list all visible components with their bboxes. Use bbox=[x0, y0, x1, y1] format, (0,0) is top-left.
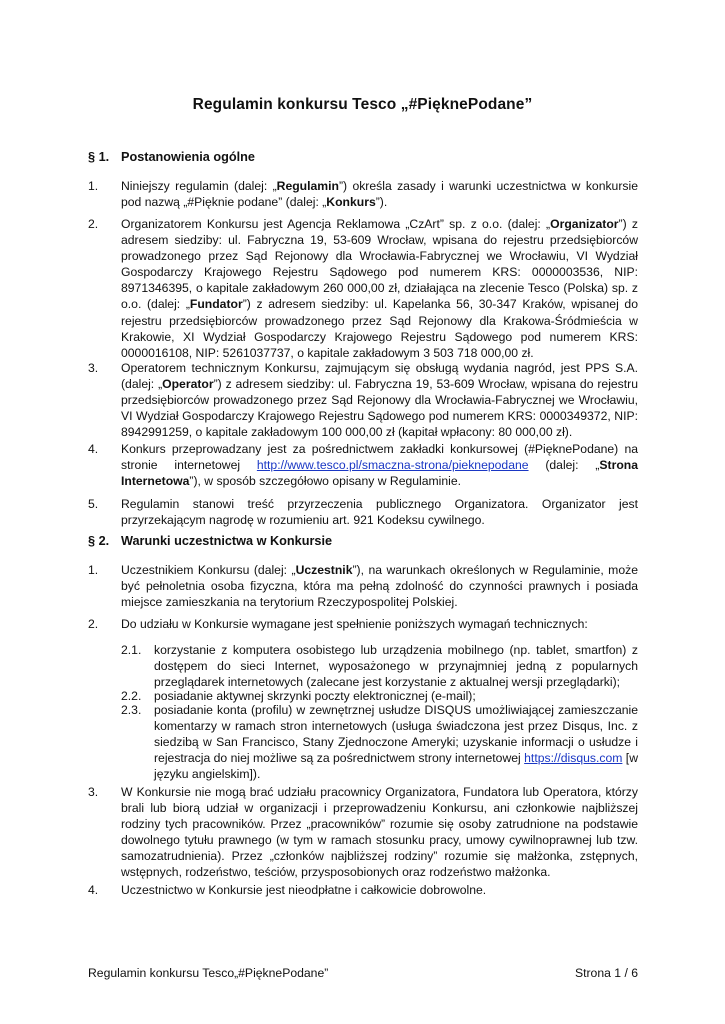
document-title: Regulamin konkursu Tesco „#PięknePodane” bbox=[192, 96, 533, 113]
section-title: Postanowienia ogólne bbox=[121, 150, 255, 164]
section-number: § 1. bbox=[88, 150, 110, 164]
item-number: 1. bbox=[88, 563, 99, 577]
item-text: Organizatorem Konkursu jest Agencja Reklamowa „CzArt” sp. z o.o. (dalej: „Organizator”) z adresem siedziby: ul. Fabryczna 19, 53-609 Wrocław, wpisana do rejestru przedsiębiorców prowadzonego przez Sąd Rejonowy dla Wrocławia-Fabrycznej we Wrocławiu, VI Wydział Gospodarczy Krajowego Rejestru Sądowego pod numerem KRS: 0000003536, NIP: 8971346395, o kapitale zakładowym 260 000,00 zł, działająca na zlecenie Tesco (Polska) sp. z o.o. (dalej: „Fundator”) z adresem siedziby: ul. Kapelanka 56, 30-347 Kraków, wpisanej do rejestru przedsiębiorców prowadzonego przez Sąd Rejonowy dla Krakowa-Śródmieścia w Krakowie, XI Wydział Gospodarczy Krajowego Rejestru Sądowego pod numerem KRS: 0000016108, NIP: 5261037737, o kapitale zakładowym 3 503 718 000,00 zł. bbox=[121, 217, 638, 360]
footer-title: Regulamin konkursu Tesco„#PięknePodane” bbox=[88, 966, 329, 980]
item-number: 4. bbox=[88, 883, 99, 897]
item-text: Niniejszy regulamin (dalej: „Regulamin”) określa zasady i warunki uczestnictwa w konkursie pod nazwą „#Pięknie podane” (dalej: „Konkurs”). bbox=[121, 179, 638, 210]
page-number: Strona 1 / 6 bbox=[574, 966, 638, 980]
item-text: posiadanie aktywnej skrzynki poczty elektronicznej (e-mail); bbox=[154, 689, 476, 703]
list-item bbox=[88, 178, 638, 210]
section-heading bbox=[88, 150, 255, 164]
list-item bbox=[88, 441, 638, 489]
item-number: 2.2. bbox=[121, 689, 142, 703]
item-text: Do udziału w Konkursie wymagane jest spełnienie poniższych wymagań technicznych: bbox=[121, 617, 588, 631]
list-item bbox=[88, 496, 638, 528]
disqus-link[interactable]: https://disqus.com bbox=[524, 751, 623, 766]
list-item bbox=[88, 360, 638, 440]
item-number: 3. bbox=[88, 785, 99, 799]
item-number: 5. bbox=[88, 497, 99, 511]
item-number: 3. bbox=[88, 361, 99, 375]
section-heading bbox=[88, 534, 332, 548]
section-number: § 2. bbox=[88, 534, 110, 548]
list-item bbox=[88, 616, 638, 632]
item-number: 2. bbox=[88, 217, 99, 231]
item-text: Operatorem technicznym Konkursu, zajmującym się obsługą wydania nagród, jest PPS S.A. (dalej: „Operator”) z adresem siedziby: ul. Fabryczna 19, 53-609 Wrocław, wpisana do rejestru przedsiębiorców prowadzonego przez Sąd Rejonowy dla Wrocławia-Fabrycznej we Wrocławiu, VI Wydział Gospodarczy Krajowego Rejestru Sądowego pod numerem KRS: 0000349372, NIP: 8942991259, o kapitale zakładowym 100 000,00 zł (kapitał wpłacony: 80 000,00 zł). bbox=[121, 361, 638, 440]
item-text: posiadanie konta (profilu) w zewnętrznej usłudze DISQUS umożliwiającej zamieszczanie komentarzy w ramach stron internetowych (usługa świadczona jest przez Disqus, Inc. z siedzibą w San Francisco, Stany Zjednoczone Ameryki; uzyskanie informacji o usłudze i rejestracja do niej możliwe są za pośrednictwem strony internetowej https://disqus.com [w języku angielskim]). bbox=[154, 703, 638, 782]
item-text: Regulamin stanowi treść przyrzeczenia publicznego Organizatora. Organizator jest przyrzekającym nagrodę w rozumieniu art. 921 Kodeksu cywilnego. bbox=[121, 497, 638, 528]
section-title: Warunki uczestnictwa w Konkursie bbox=[121, 534, 333, 548]
list-item bbox=[88, 882, 638, 898]
item-number: 2.1. bbox=[121, 643, 142, 657]
website-link[interactable]: http://www.tesco.pl/smaczna-strona/pieknepodane bbox=[256, 458, 529, 473]
list-item bbox=[88, 216, 638, 361]
item-number: 1. bbox=[88, 179, 99, 193]
item-number: 4. bbox=[88, 442, 99, 456]
sub-list-item bbox=[121, 702, 638, 782]
list-item bbox=[88, 784, 638, 881]
item-text: W Konkursie nie mogą brać udziału pracownicy Organizatora, Fundatora lub Operatora, którzy brali lub biorą udział w organizacji i przeprowadzeniu Konkursu, ani członkowie najbliższej rodziny tych pracowników. Przez „pracowników” rozumie się osoby zatrudnione na podstawie dowolnego tytułu prawnego (w tym w ramach stosunku pracy, umowy cywilnoprawnej lub tzw. samozatrudnienia). Przez „członków najbliższej rodziny” rozumie się małżonka, zstępnych, wstępnych, rodzeństwo, teściów, przysposobionych oraz rodzeństwo małżonka. bbox=[121, 785, 638, 880]
list-item bbox=[88, 562, 638, 610]
sub-list-item bbox=[121, 642, 638, 690]
item-text: korzystanie z komputera osobistego lub urządzenia mobilnego (np. tablet, smartfon) z dostępem do sieci Internet, wyposażonego w przynajmniej jedną z popularnych przeglądarek internetowych (zalecane jest korzystanie z aktualnej wersji przeglądarki); bbox=[154, 643, 638, 690]
item-number: 2. bbox=[88, 617, 99, 631]
item-number: 2.3. bbox=[121, 703, 142, 717]
item-text: Uczestnictwo w Konkursie jest nieodpłatne i całkowicie dobrowolne. bbox=[121, 883, 487, 897]
item-text: Uczestnikiem Konkursu (dalej: „Uczestnik”), na warunkach określonych w Regulaminie, może być pełnoletnia osoba fizyczna, która ma pełną zdolność do czynności prawnych i posiada miejsce zamieszkania na terytorium Rzeczypospolitej Polskiej. bbox=[121, 563, 638, 610]
item-text: Konkurs przeprowadzany jest za pośrednictwem zakładki konkursowej (#PięknePodane) na stronie internetowej http://www.tesco.pl/smaczna-strona/pieknepodane (dalej: „Strona Internetowa”), w sposób szczegółowo opisany w Regulaminie. bbox=[121, 442, 638, 489]
